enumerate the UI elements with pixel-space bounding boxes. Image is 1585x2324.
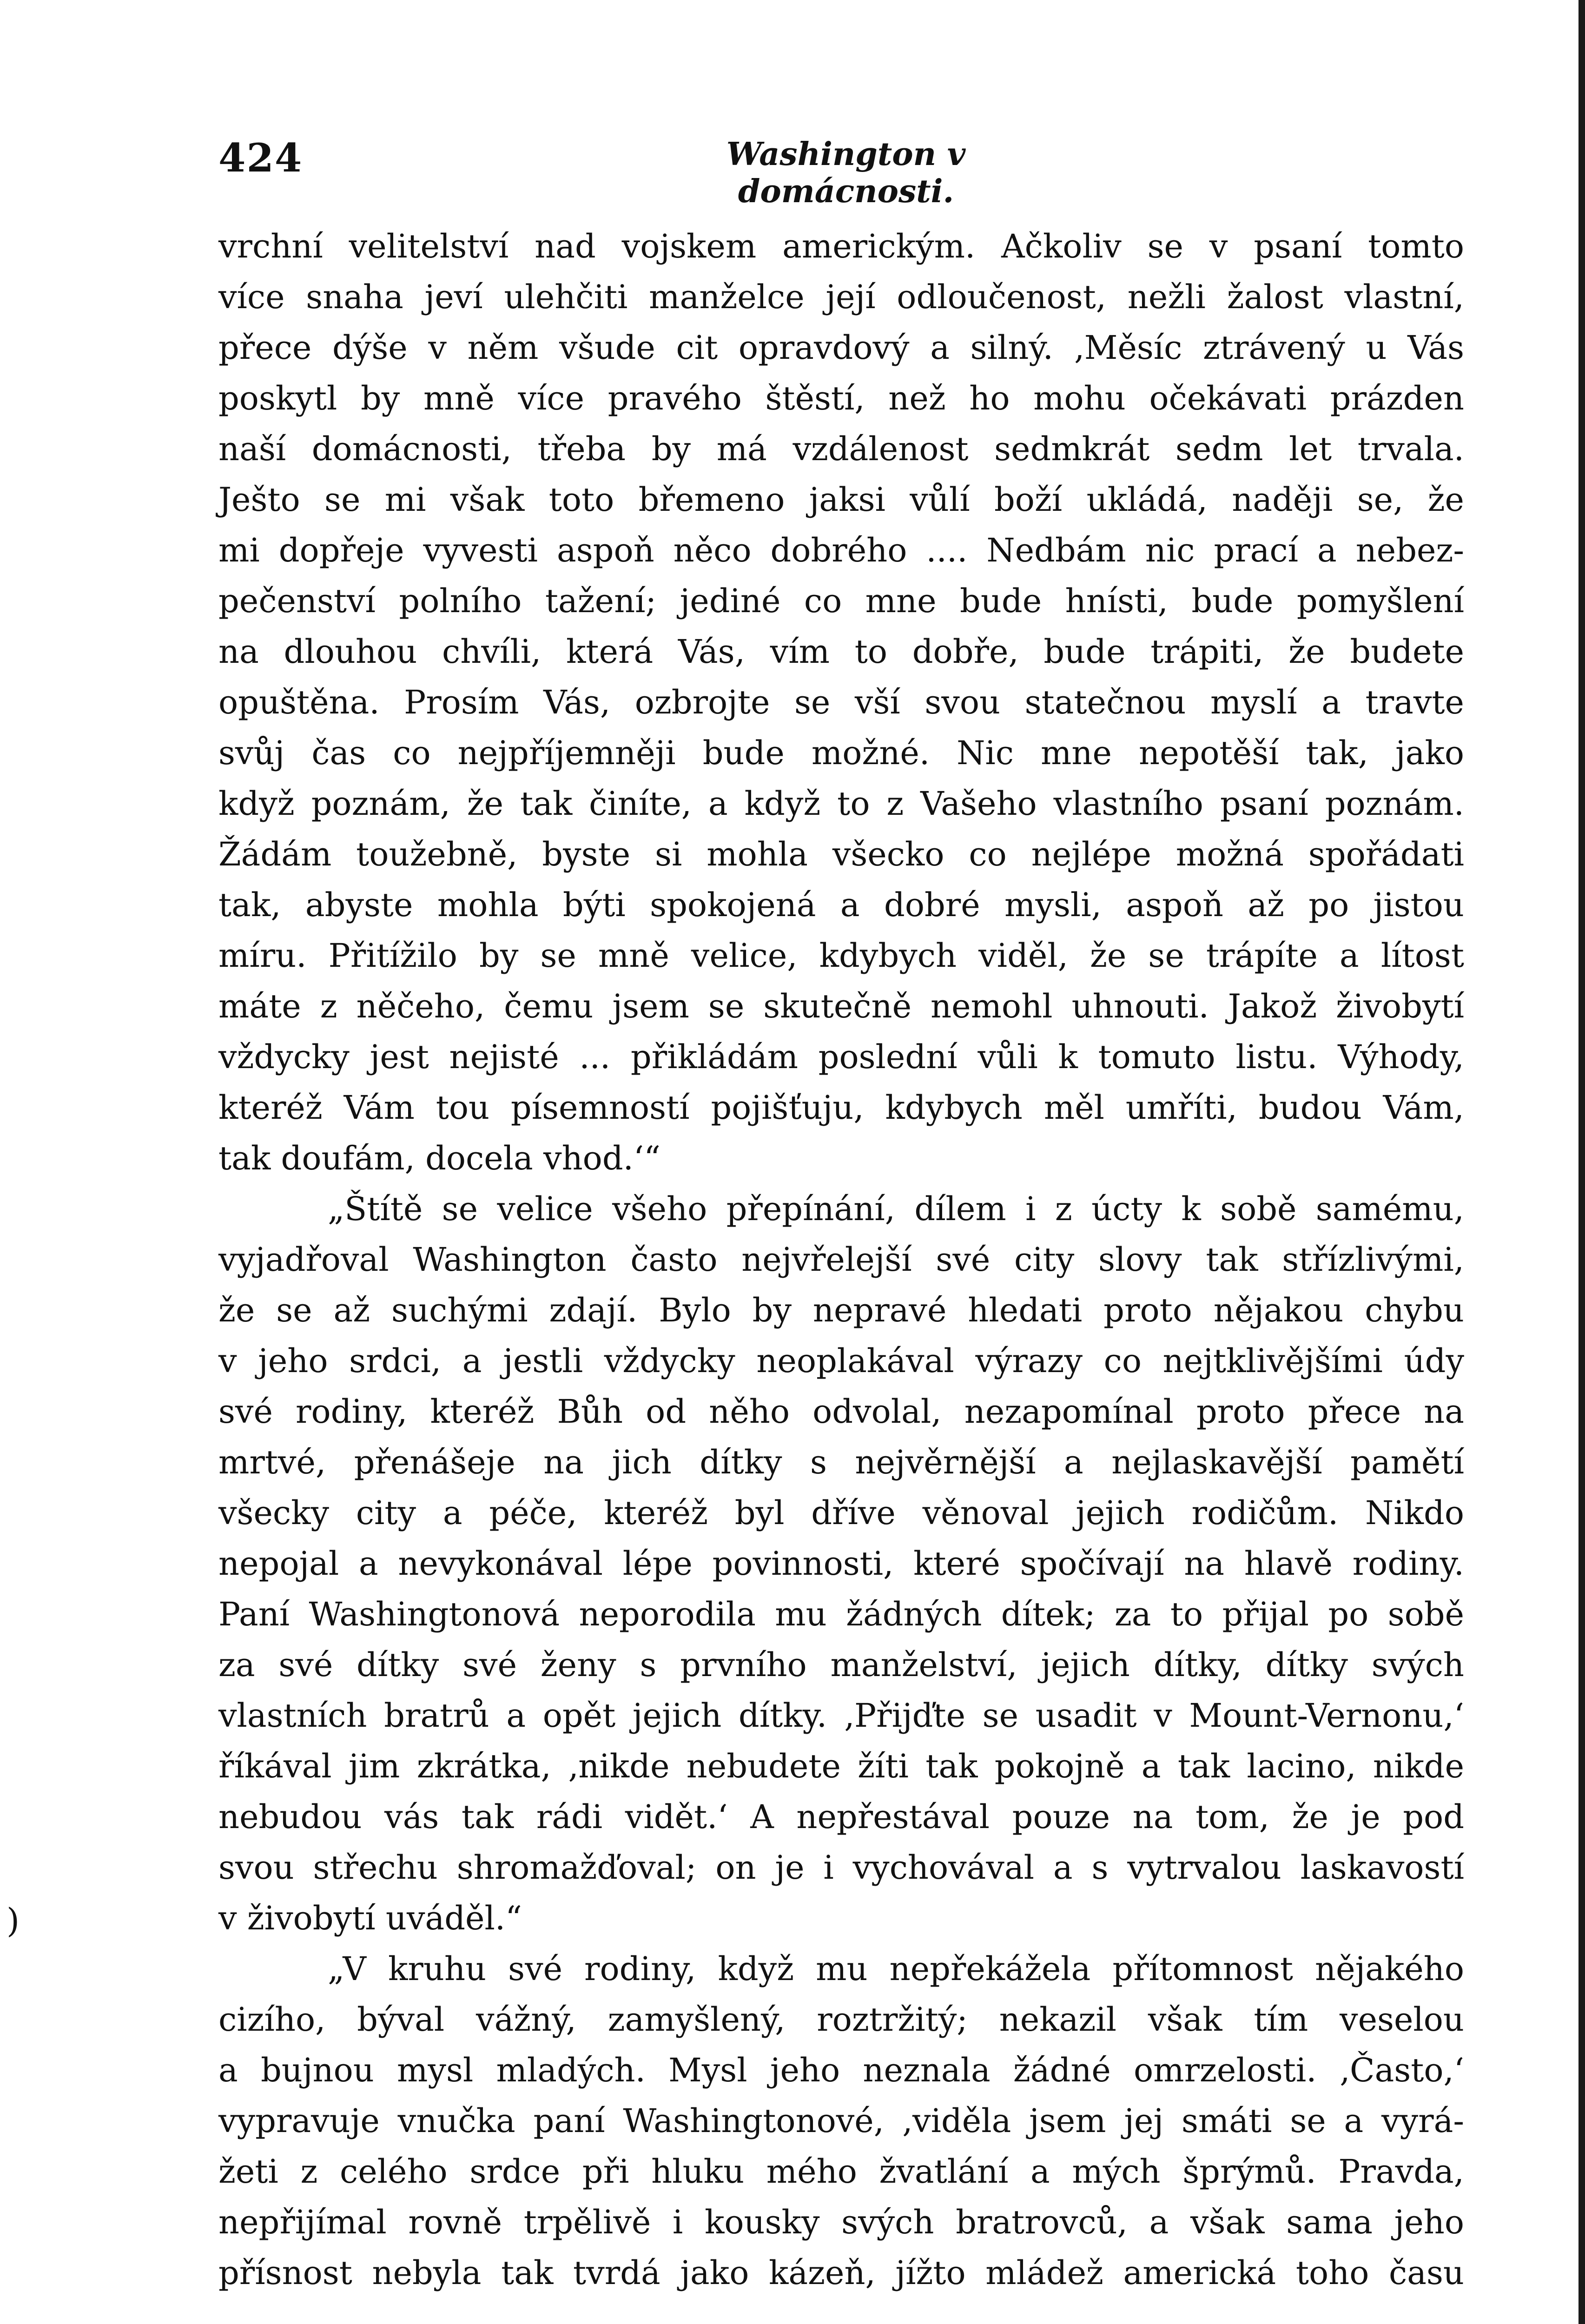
text-line: nepojal a nevykonával lépe povinnosti, které spočívají na hlavě rodiny. bbox=[218, 1545, 1464, 1583]
margin-mark: ) bbox=[7, 1901, 20, 1940]
text-line: všecky city a péče, kteréž byl dříve věnoval jejich rodičům. Nikdo bbox=[218, 1494, 1464, 1532]
text-line: „V kruhu své rodiny, když mu nepřekážela přítomnost nějakého bbox=[328, 1950, 1464, 1988]
text-line: nebudou vás tak rádi vidět.‘ A nepřestával pouze na tom, že je pod bbox=[218, 1798, 1464, 1836]
text-line: „Štítě se velice všeho přepínání, dílem i z úcty k sobě samému, bbox=[328, 1190, 1464, 1228]
text-line: přece dýše v něm všude cit opravdový a silný. ‚Měsíc ztrávený u Vás bbox=[218, 329, 1464, 367]
running-head: Washington v domácnosti. bbox=[726, 136, 966, 210]
text-line: pečenství polního tažení; jediné co mne bude hnísti, bude pomyšlení bbox=[218, 582, 1464, 620]
text-line: přísnost nebyla tak tvrdá jako kázeň, jížto mládež americká toho času bbox=[218, 2254, 1464, 2292]
text-line: tak doufám, docela vhod.‘“ bbox=[218, 1139, 660, 1177]
text-line: nepřijímal rovně trpělivě i kousky svých bratrovců, a však sama jeho bbox=[218, 2203, 1464, 2241]
text-line: míru. Přitížilo by se mně velice, kdybych viděl, že se trápíte a lítost bbox=[218, 937, 1464, 975]
text-line: své rodiny, kteréž Bůh od něho odvolal, nezapomínal proto přece na bbox=[218, 1393, 1464, 1431]
scan-edge bbox=[1578, 0, 1585, 2324]
text-line: za své dítky své ženy s prvního manželství, jejich dítky, dítky svých bbox=[218, 1646, 1464, 1684]
text-line: když poznám, že tak činíte, a když to z Vašeho vlastního psaní poznám. bbox=[218, 785, 1464, 823]
text-line: tak, abyste mohla býti spokojená a dobré mysli, aspoň až po jistou bbox=[218, 886, 1464, 924]
text-line: opuštěna. Prosím Vás, ozbrojte se vší svou statečnou myslí a travte bbox=[218, 683, 1464, 721]
text-line: vrchní velitelství nad vojskem americkým. Ačkoliv se v psaní tomto bbox=[218, 227, 1464, 265]
text-line: Žádám toužebně, byste si mohla všecko co nejlépe možná spořádati bbox=[218, 835, 1464, 873]
text-line: v živobytí uváděl.“ bbox=[218, 1899, 522, 1937]
body-text bbox=[218, 221, 1464, 2298]
text-line: a bujnou mysl mladých. Mysl jeho neznala žádné omrzelosti. ‚Často,‘ bbox=[218, 2051, 1464, 2089]
text-line: Paní Washingtonová neporodila mu žádných dítek; za to přijal po sobě bbox=[218, 1595, 1464, 1633]
page-number: 424 bbox=[218, 135, 303, 181]
text-line: že se až suchými zdají. Bylo by nepravé hledati proto nějakou chybu bbox=[218, 1291, 1464, 1329]
text-line: poskytl by mně více pravého štěstí, než ho mohu očekávati prázden bbox=[218, 379, 1464, 417]
text-line: Ješto se mi však toto břemeno jaksi vůlí boží ukládá, naději se, že bbox=[218, 481, 1464, 519]
text-line: vždycky jest nejisté ... přikládám poslední vůli k tomuto listu. Výhody, bbox=[218, 1038, 1464, 1076]
text-line: vypravuje vnučka paní Washingtonové, ‚viděla jsem jej smáti se a vyrá- bbox=[218, 2102, 1464, 2140]
text-line: máte z něčeho, čemu jsem se skutečně nemohl uhnouti. Jakož živobytí bbox=[218, 987, 1464, 1025]
text-line: naší domácnosti, třeba by má vzdálenost sedmkrát sedm let trvala. bbox=[218, 430, 1464, 468]
text-line: vlastních bratrů a opět jejich dítky. ‚Přijďte se usadit v Mount-Vernonu,‘ bbox=[218, 1697, 1464, 1735]
text-line: více snaha jeví ulehčiti manželce její odloučenost, nežli žalost vlastní, bbox=[218, 278, 1464, 316]
text-line: v jeho srdci, a jestli vždycky neoplakával výrazy co nejtklivějšími údy bbox=[218, 1342, 1464, 1380]
text-line: na dlouhou chvíli, která Vás, vím to dobře, bude trápiti, že budete bbox=[218, 633, 1464, 671]
text-line: kteréž Vám tou písemností pojišťuju, kdybych měl umříti, budou Vám, bbox=[218, 1089, 1464, 1127]
text-line: cizího, býval vážný, zamyšlený, roztržitý; nekazil však tím veselou bbox=[218, 2000, 1464, 2039]
text-line: mi dopřeje vyvesti aspoň něco dobrého .... Nedbám nic prací a nebez- bbox=[218, 531, 1464, 569]
text-line: svou střechu shromažďoval; on je i vychovával a s vytrvalou laskavostí bbox=[218, 1849, 1464, 1887]
text-line: říkával jim zkrátka, ‚nikde nebudete žíti tak pokojně a tak lacino, nikde bbox=[218, 1747, 1464, 1785]
text-line: svůj čas co nejpříjemněji bude možné. Nic mne nepotěší tak, jako bbox=[218, 734, 1464, 772]
text-line: vyjadřoval Washington často nejvřelejší své city slovy tak střízlivými, bbox=[218, 1241, 1464, 1279]
text-line: žeti z celého srdce při hluku mého žvatlání a mých šprýmů. Pravda, bbox=[218, 2152, 1464, 2191]
text-line: mrtvé, přenášeje na jich dítky s nejvěrnější a nejlaskavější pamětí bbox=[218, 1443, 1464, 1481]
